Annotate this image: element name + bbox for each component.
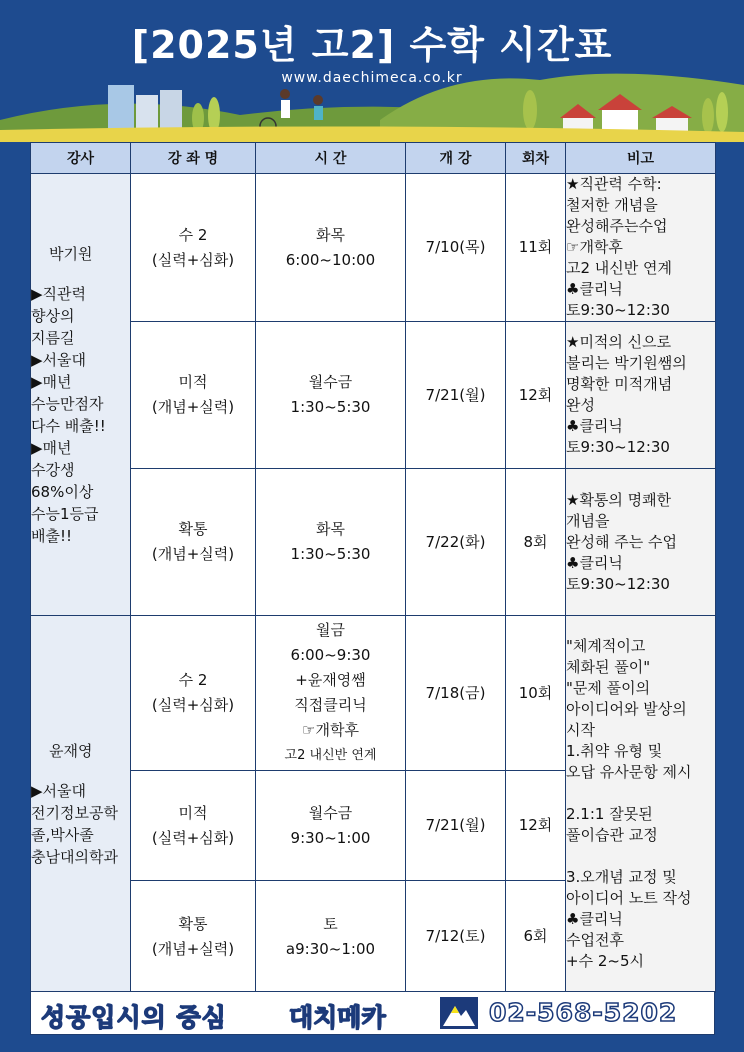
table-row — [31, 322, 716, 469]
time-days: 화목 — [316, 520, 345, 538]
footer-brand: 대치메카 — [289, 1003, 386, 1032]
course-name: 미적 — [178, 803, 208, 822]
time-cell — [256, 174, 406, 322]
course-cell — [131, 771, 256, 881]
footer-slogan: 성공입시의 중심 — [41, 1003, 227, 1032]
time-days: 토 — [323, 914, 338, 933]
teacher-bio-line: ▶매년 — [31, 372, 72, 391]
teacher-cell-yoon — [31, 616, 131, 993]
course-cell — [131, 881, 256, 993]
time-days: 월금 — [316, 621, 345, 639]
header-teacher: 강사 — [31, 143, 131, 174]
sessions-cell: 6회 — [506, 881, 566, 993]
time-cell — [256, 881, 406, 993]
start-date-cell: 7/22(화) — [406, 469, 506, 616]
course-name: 확통 — [178, 520, 208, 538]
course-name: 수 2 — [178, 225, 208, 244]
start-date-cell: 7/18(금) — [406, 616, 506, 771]
course-level: (개념+실력) — [151, 939, 235, 958]
teacher-bio-line: 충남대의학과 — [31, 848, 118, 866]
table-row — [31, 616, 716, 771]
teacher-bio-line: 수능만점자 — [31, 394, 104, 413]
teacher-bio-line: ▶서울대 — [31, 350, 87, 369]
teacher-bio-line: 졸,박사졸 — [31, 826, 94, 844]
timetable — [30, 142, 716, 993]
note-cell: ★확통의 명쾌한 개념을 완성해 주는 수업 ♣클리닉 토9:30~12:30 — [566, 469, 716, 616]
course-name: 확통 — [178, 914, 208, 933]
footer-phone: 02-568-5202 — [489, 998, 678, 1027]
course-cell — [131, 616, 256, 771]
course-cell — [131, 469, 256, 616]
teacher-name: 윤재영 — [49, 742, 93, 760]
header-sessions: 회차 — [506, 143, 566, 174]
table-header-row — [31, 143, 716, 174]
time-days: 월수금 — [308, 803, 353, 822]
teacher-cell-park — [31, 174, 131, 616]
course-cell — [131, 174, 256, 322]
time-hours: 1:30~5:30 — [290, 398, 371, 416]
note-cell: ★미적의 신으로 불리는 박기원쌤의 명확한 미적개념 완성 ♣클리닉 토9:30~12:30 — [566, 322, 716, 469]
note-cell: "체계적이고 체화된 풀이" "문제 풀이의 아이디어와 발상의 시작 1.취약 유형 및 오답 유사문항 제시 2.1:1 잘못된 풀이습관 교정 3.오개념 교정 및 아이디어 노트 작성 ♣클리닉 수업전후 +수 2~5시 — [566, 616, 716, 993]
course-level: (실력+심화) — [151, 828, 235, 847]
start-date-cell: 7/10(목) — [406, 174, 506, 322]
teacher-bio-line: ▶직관력 — [31, 284, 87, 303]
sessions-cell: 12회 — [506, 322, 566, 469]
time-cell — [256, 771, 406, 881]
course-name: 미적 — [178, 373, 208, 391]
page-title: [2025년 고2] 수학 시간표 — [131, 23, 613, 67]
teacher-bio-line: 수능1등급 — [31, 504, 99, 523]
sessions-cell: 11회 — [506, 174, 566, 322]
teacher-name: 박기원 — [49, 244, 93, 263]
teacher-bio-line: 향상의 — [31, 306, 75, 325]
start-date-cell: 7/21(월) — [406, 771, 506, 881]
teacher-bio-line: 다수 배출!! — [31, 416, 106, 435]
time-extra: ☞개학후 — [302, 721, 359, 739]
time-days: 월수금 — [308, 373, 353, 391]
sessions-cell: 8회 — [506, 469, 566, 616]
start-date-cell: 7/21(월) — [406, 322, 506, 469]
header-start: 개 강 — [406, 143, 506, 174]
footer-banner — [30, 991, 715, 1035]
course-name: 수 2 — [178, 671, 208, 689]
mountain-logo-icon — [439, 996, 479, 1030]
sessions-cell: 12회 — [506, 771, 566, 881]
time-hours: a9:30~1:00 — [285, 939, 376, 958]
time-cell — [256, 469, 406, 616]
table-row — [31, 469, 716, 616]
time-hours: 6:00~10:00 — [285, 250, 376, 269]
course-level: (실력+심화) — [151, 250, 235, 269]
teacher-bio-line: 68%이상 — [31, 482, 94, 501]
course-level: (실력+심화) — [151, 696, 235, 714]
table-row — [31, 174, 716, 322]
time-hours: 9:30~1:00 — [290, 828, 371, 847]
header-course: 강 좌 명 — [131, 143, 256, 174]
course-level: (개념+실력) — [151, 545, 235, 563]
time-cell — [256, 616, 406, 771]
website-url: www.daechimeca.co.kr — [281, 70, 463, 86]
time-extra: 직접클리닉 — [294, 696, 367, 714]
header-time: 시 간 — [256, 143, 406, 174]
time-cell — [256, 322, 406, 469]
teacher-bio-line: 수강생 — [31, 460, 75, 479]
teacher-bio-line: ▶매년 — [31, 438, 72, 457]
time-extra: 고2 내신반 연계 — [284, 748, 377, 763]
note-cell: ★직관력 수학: 철저한 개념을 완성해주는수업 ☞개학후 고2 내신반 연계 ♣클리닉 토9:30~12:30 — [566, 174, 716, 322]
teacher-bio-line: 지름길 — [31, 328, 75, 347]
teacher-bio-line: 배출!! — [31, 526, 73, 545]
course-level: (개념+실력) — [151, 398, 235, 416]
start-date-cell: 7/12(토) — [406, 881, 506, 993]
teacher-bio-line: 전기정보공학 — [31, 804, 118, 822]
header-note: 비고 — [566, 143, 716, 174]
course-cell — [131, 322, 256, 469]
sessions-cell: 10회 — [506, 616, 566, 771]
time-extra: +윤재영쌤 — [295, 671, 366, 689]
time-days: 화목 — [316, 225, 345, 244]
time-hours: 6:00~9:30 — [290, 646, 371, 664]
time-hours: 1:30~5:30 — [290, 545, 371, 563]
teacher-bio-line: ▶서울대 — [31, 782, 87, 800]
